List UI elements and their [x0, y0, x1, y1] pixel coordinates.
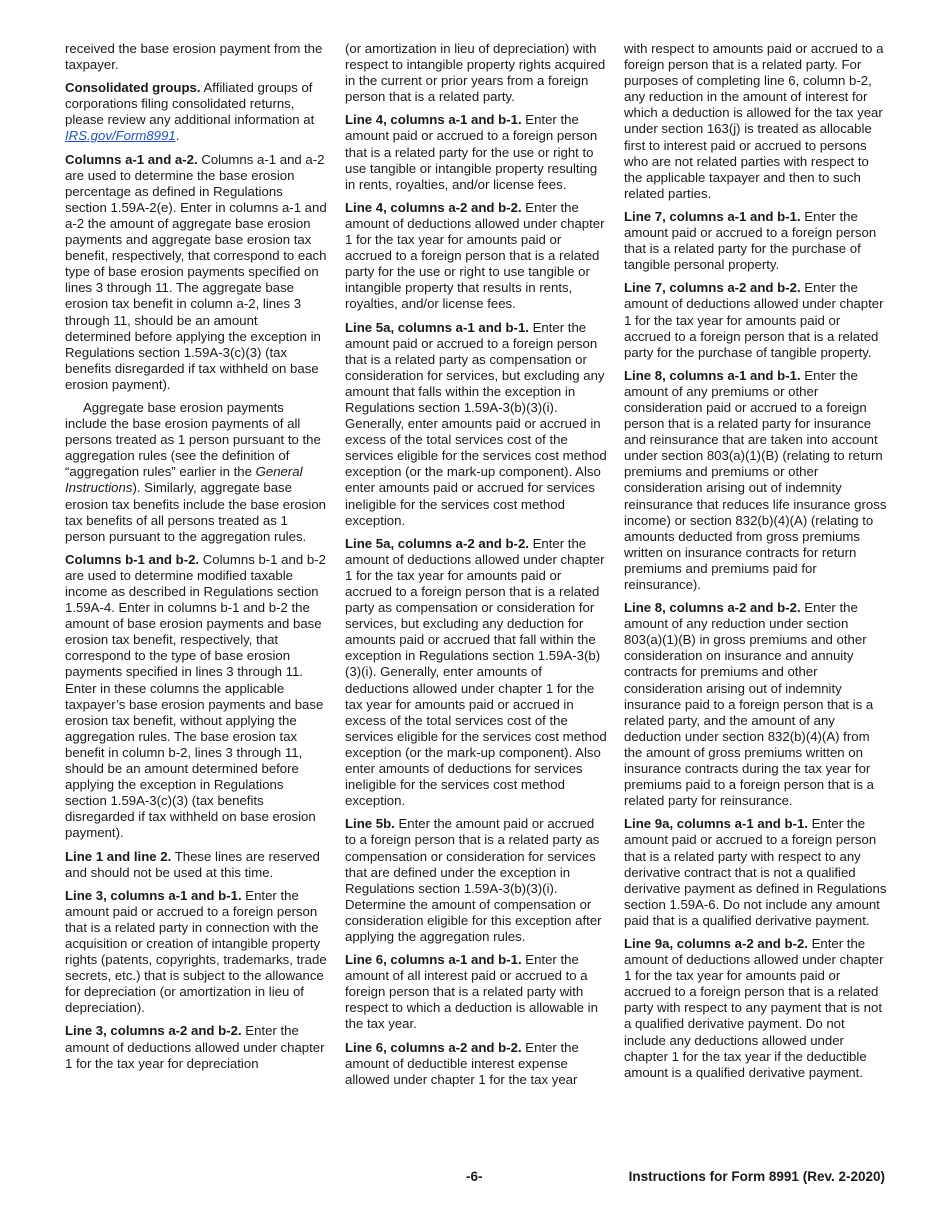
paragraph-line-9a-a1-b1: Line 9a, columns a-1 and b-1. Enter the amount paid or accrued to a foreign person that is a related party with respect to any derivative contract that is not a qualified derivative payment as defined in Regulations section 1.59A-6. Do not include any amount paid that is a qualified derivative payment.: [624, 816, 887, 928]
paragraph-line-5a-a1-b1: Line 5a, columns a-1 and b-1. Enter the amount paid or accrued to a foreign person that is a related party as compensation or consideration for services, but excluding any amount that falls within the exception in Regulations section 1.59A-3(b)(3)(i). Generally, enter amounts paid or accrued in excess of the total services cost of the services eligible for the services cost method exception (or the mark-up component). Also enter amounts paid or accrued for services ineligible for the services cost method exception.: [345, 319, 607, 528]
heading: Line 9a, columns a-2 and b-2.: [624, 935, 808, 951]
paragraph-line-5a-a2-b2: Line 5a, columns a-2 and b-2. Enter the amount of deductions allowed under chapter 1 for the tax year for amounts paid or accrued to a foreign person that is a related party as compensation or consideration for services, but excluding any deduction for amounts paid or accrued that fall within the exception in Regulations section 1.59A-3(b)(3)(i). Generally, enter amounts of deductions allowed under chapter 1 for the tax year for amounts paid or accrued in excess of the total services cost of the services eligible for the services cost method exception (or the mark-up component). Also enter amounts of deductions for services ineligible for the services cost method exception.: [345, 535, 607, 809]
paragraph-line-7-a1-b1: Line 7, columns a-1 and b-1. Enter the amount paid or accrued to a foreign person that is a related party for the purchase of tangible personal property.: [624, 208, 877, 273]
paragraph-line-3-a1-b1: Line 3, columns a-1 and b-1. Enter the amount paid or accrued to a foreign person that is a related party in connection with the acquisition or creation of intangible property rights (patents, copyrights, trademarks, trade secrets, etc.) that is subject to the allowance for depreciation (or amortization in lieu of depreciation).: [65, 887, 327, 1016]
heading: Consolidated groups.: [65, 80, 201, 96]
paragraph-line-6-a1-b1: Line 6, columns a-1 and b-1. Enter the amount of all interest paid or accrued to a foreign person that is a related party with respect to which a deduction is allowable in the tax year.: [345, 952, 598, 1032]
heading: Line 3, columns a-2 and b-2.: [65, 1023, 242, 1039]
paragraph-line-6-a2-b2: Line 6, columns a-2 and b-2. Enter the amount of deductible interest expense allowed under chapter 1 for the tax year: [345, 1039, 579, 1087]
heading: Line 9a, columns a-1 and b-1.: [624, 816, 808, 832]
paragraph-line-1-2: Line 1 and line 2. These lines are reserved and should not be used at this time.: [65, 848, 320, 880]
paragraph-consolidated-groups: Consolidated groups. Affiliated groups of corporations filing consolidated returns, please review any additional information at IRS.gov/Form8991.: [65, 80, 315, 144]
paragraph-line-8-a1-b1: Line 8, columns a-1 and b-1. Enter the amount of any premiums or other consideration paid or accrued to a foreign person that is a related party for insurance and reinsurance that are taken into account under section 803(a)(1)(B) (relating to return premiums and premiums or other consideration arising out of indemnity reinsurance that reduces life insurance gross income) or section 832(b)(4)(A) (relating to amounts deducted from gross premiums written on insurance contracts for return premiums and premiums paid for reinsurance).: [624, 367, 887, 592]
paragraph-line-3-a2-b2: Line 3, columns a-2 and b-2. Enter the amount of deductions allowed under chapter 1 for the tax year for depreciation: [65, 1023, 325, 1071]
paragraph-line-7-a2-b2: Line 7, columns a-2 and b-2. Enter the amount of deductions allowed under chapter 1 for the tax year for amounts paid or accrued to a foreign person that is a related party for the purchase of tangible property.: [624, 280, 884, 360]
heading: Line 4, columns a-1 and b-1.: [345, 112, 522, 128]
paragraph-columns-b1-b2: Columns b-1 and b-2. Columns b-1 and b-2 are used to determine modified taxable income as described in Regulations section 1.59A-4. Enter in columns b-1 and b-2 the amount of base erosion payments and base erosion tax benefit, respectively, that correspond to the type of base erosion payments specified in lines 3 through 11. Enter in these columns the applicable taxpayer’s base erosion payments and base erosion tax benefit, without applying the aggregation rules. The base erosion tax benefit in column b-2, lines 3 through 11, should be an amount determined before applying the exception in Regulations section 1.59A-3(c)(3) (tax benefits disregarded if tax withheld on base erosion payment).: [65, 551, 326, 841]
column-2: [345, 41, 607, 1095]
heading: Line 6, columns a-2 and b-2.: [345, 1039, 522, 1055]
heading: Line 5a, columns a-2 and b-2.: [345, 535, 529, 551]
heading: Line 5a, columns a-1 and b-1.: [345, 319, 529, 335]
paragraph-line-4-a2-b2: Line 4, columns a-2 and b-2. Enter the amount of deductions allowed under chapter 1 for the tax year for amounts paid or accrued to a foreign person that is a related party for the use or right to use tangible or intangible property that results in rents, royalties, and/or license fees.: [345, 199, 605, 312]
heading: Line 3, columns a-1 and b-1.: [65, 887, 242, 903]
heading: Line 1 and line 2.: [65, 848, 172, 864]
paragraph-line-4-a1-b1: Line 4, columns a-1 and b-1. Enter the amount paid or accrued to a foreign person that is a related party for the use or right to use tangible or intangible property resulting in rents, royalties, and/or license fees.: [345, 112, 598, 192]
heading: Columns a-1 and a-2.: [65, 151, 198, 167]
page-number: -6-: [466, 1169, 483, 1184]
heading: Line 8, columns a-1 and b-1.: [624, 367, 801, 383]
paragraph: received the base erosion payment from the taxpayer.: [65, 41, 323, 73]
paragraph-line-9a-a2-b2: Line 9a, columns a-2 and b-2. Enter the amount of deductions allowed under chapter 1 for the tax year for amounts paid or accrued to a foreign person that is a related party with respect to any payment that is not a qualified derivative payment. Do not include any deductions allowed under chapter 1 for the tax year if the deductible amount is a qualified derivative payment.: [624, 935, 884, 1080]
paragraph: with respect to amounts paid or accrued to a foreign person that is a related party. For purposes of completing line 6, column b-2, any reduction in the amount of interest for which a deduction is allowed for the tax year under section 163(j) is treated as allocable first to interest paid or accrued to persons who are not related parties with respect to the applicable taxpayer and then to such related parties.: [624, 41, 884, 201]
paragraph-line-5b: Line 5b. Enter the amount paid or accrued to a foreign person that is a related party as compensation or consideration for services that are defined under the exception in Regulations section 1.59A-3(b)(3)(i). Determine the amount of compensation or consideration eligible for this exception after applying the aggregation rules.: [345, 816, 602, 944]
column-3: [624, 41, 888, 1088]
heading: Line 6, columns a-1 and b-1.: [345, 952, 522, 968]
paragraph-line-8-a2-b2: Line 8, columns a-2 and b-2. Enter the amount of any reduction under section 803(a)(1)(B) in gross premiums and other consideration on insurance and annuity contracts for premiums and other consideration arising out of indemnity insurance paid to a foreign person that is a related party, and the amount of any deduction under section 832(b)(4)(A) from the amount of gross premiums written on insurance contracts during the tax year for premiums paid to a foreign person that is a related party for reinsurance.: [624, 600, 874, 809]
irs-form8991-link[interactable]: IRS.gov/Form8991: [65, 128, 176, 144]
heading: Line 8, columns a-2 and b-2.: [624, 600, 801, 616]
heading: Line 7, columns a-1 and b-1.: [624, 208, 801, 224]
paragraph: (or amortization in lieu of depreciation) with respect to intangible property rights acquired in the current or prior years from a foreign person that is a related party.: [345, 41, 606, 105]
paragraph-aggregate: Aggregate base erosion payments include the base erosion payments of all persons treated as 1 person pursuant to the aggregation rules (see the definition of “aggregation rules” earlier in the General Instructions). Similarly, aggregate base erosion tax benefits include the base erosion tax benefits of all persons treated as 1 person pursuant to the aggregation rules.: [65, 399, 326, 544]
paragraph-columns-a1-a2: Columns a-1 and a-2. Columns a-1 and a-2 are used to determine the base erosion percentage as defined in Regulations section 1.59A-2(e). Enter in columns a-1 and a-2 the amount of aggregate base erosion payments and aggregate base erosion tax benefit, respectively, that correspond to each type of base erosion payments specified on lines 3 through 11. The aggregate base erosion tax benefit in column a-2, lines 3 through 11, should be an amount determined before applying the exception in Regulations section 1.59A-3(c)(3) (tax benefits disregarded if tax withheld on base erosion payment).: [65, 151, 327, 392]
heading: Line 7, columns a-2 and b-2.: [624, 280, 801, 296]
footer-title: Instructions for Form 8991 (Rev. 2-2020): [628, 1169, 885, 1184]
column-1: [65, 41, 327, 1079]
heading: Columns b-1 and b-2.: [65, 551, 200, 567]
heading: Line 4, columns a-2 and b-2.: [345, 199, 522, 215]
heading: Line 5b.: [345, 816, 395, 832]
